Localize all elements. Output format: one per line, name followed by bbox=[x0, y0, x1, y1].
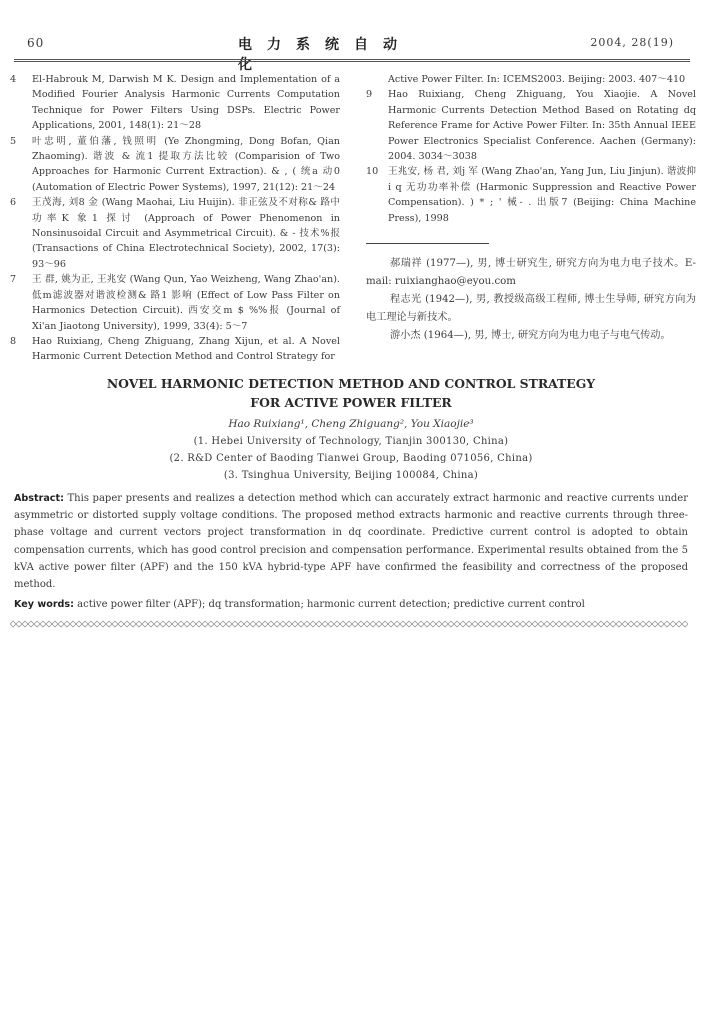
references-left-column bbox=[10, 72, 340, 365]
references-right-column bbox=[366, 72, 696, 345]
paper-authors: Hao Ruixiang¹, Cheng Zhiguang², You Xiaojie³ bbox=[228, 418, 474, 430]
reference-item bbox=[10, 272, 340, 334]
journal-title: 电力系统自动化 bbox=[238, 37, 412, 73]
paper-title bbox=[0, 374, 702, 412]
keywords-label: Key words: bbox=[14, 599, 74, 610]
abstract bbox=[14, 490, 688, 593]
issue-info: 2004, 28(19) bbox=[590, 36, 674, 49]
reference-item bbox=[10, 72, 340, 134]
reference-text: 王兆安, 杨 君, 刘j 军 (Wang Zhao'an, Yang Jun, Liu Jinjun). 谐波抑i q 无功功率补偿 (Harmonic Suppression and Reactive Power Compensation). ) * ; ' 械- . 出版7 (Beijing: China Machine Press), 1998 bbox=[388, 166, 696, 224]
page-number: 60 bbox=[27, 36, 45, 50]
reference-item bbox=[10, 195, 340, 272]
reference-text: 王 群, 姚为正, 王兆安 (Wang Qun, Yao Weizheng, Wang Zhao'an). 低m滤波器对谐波检测& 路1 影响 (Effect of Low Pass Filter on Harmonics Detection Circuit). 西安交m $ %%报 (Journal of Xi'an Jiaotong University), 1999, 33(4): 5～7 bbox=[32, 274, 340, 332]
reference-item bbox=[366, 164, 696, 226]
reference-number: 8 bbox=[10, 335, 17, 347]
abstract-text: This paper presents and realizes a detection method which can accurately extract harmonic and reactive currents under asymmetric or distorted supply voltage conditions. The proposed method extracts harmonic and reactive currents through three-phase voltage and current vectors project transformation in dq coordinate. Predictive current control is adopted to obtain compensation currents, which has good control precision and compensation performance. Experimental results obtained from the 5 kVA active power filter (APF) and the 150 kVA hybrid-type APF have confirmed the feasibility and correctness of the proposed method. bbox=[14, 493, 688, 591]
keywords bbox=[14, 596, 688, 613]
reference-text: Hao Ruixiang, Cheng Zhiguang, You Xiaojie. A Novel Harmonic Currents Detection Method Based on Rotating dq Reference Frame for Active Power Filter. In: 35th Annual IEEE Power Electronics Specialist Conference. Aachen (Germany): 2004. 3034～3038 bbox=[388, 89, 696, 163]
paper-title-line: NOVEL HARMONIC DETECTION METHOD AND CONTROL STRATEGY bbox=[106, 376, 596, 391]
affiliation: (3. Tsinghua University, Beijing 100084, China) bbox=[223, 470, 479, 481]
keywords-text: active power filter (APF); dq transformation; harmonic current detection; predictive current control bbox=[77, 599, 585, 610]
reference-item bbox=[366, 87, 696, 164]
reference-number: 6 bbox=[10, 197, 17, 209]
reference-number: 5 bbox=[10, 135, 17, 147]
header-rule-thin bbox=[14, 61, 690, 62]
abstract-label: Abstract: bbox=[14, 493, 64, 504]
decorative-zigzag-border bbox=[10, 620, 688, 628]
bio-separator bbox=[366, 243, 489, 244]
author-bio: 游小杰 (1964—), 男, 博士, 研究方向为电力电子与电气传动。 bbox=[390, 330, 671, 342]
reference-item bbox=[10, 334, 340, 365]
reference-number: 4 bbox=[10, 74, 17, 85]
affiliation: (1. Hebei University of Technology, Tianjin 300130, China) bbox=[193, 436, 509, 447]
reference-number: 9 bbox=[366, 89, 373, 101]
reference-item bbox=[10, 134, 340, 196]
header-rule-thick bbox=[14, 59, 690, 60]
author-bio: 程志光 (1942—), 男, 教授级高级工程师, 博士生导师, 研究方向为电工理论与新技术。 bbox=[366, 294, 696, 324]
page-header bbox=[0, 34, 702, 73]
reference-text: El-Habrouk M, Darwish M K. Design and Implementation of a Modified Fourier Analysis Harmonic Currents Computation Technique for Power Filters Using DSPs. Electric Power Applications, 2001, 148(1): 21～28 bbox=[32, 74, 340, 132]
reference-number: 7 bbox=[10, 274, 17, 286]
reference-item bbox=[366, 72, 696, 87]
reference-text: Active Power Filter. In: ICEMS2003. Beijing: 2003. 407～410 bbox=[388, 74, 686, 85]
reference-text: 叶忠明, 董伯藩, 钱照明 (Ye Zhongming, Dong Bofan, Qian Zhaoming). 谐波 & 流1 提取方法比较 (Comparision of Two Approaches for Harmonic Current Extraction). & , ( 统a 动0 (Automation of Electric Power Systems), 1997, 21(12): 21～24 bbox=[32, 135, 340, 193]
author-bio: 郝瑞祥 (1977—), 男, 博士研究生, 研究方向为电力电子技术。E-mail: ruixianghao@eyou.com bbox=[366, 258, 696, 288]
reference-text: 王茂海, 刘8 金 (Wang Maohai, Liu Huijin). 非正弦及不对称& 路中功率K 象1 探讨 (Approach of Power Phenomenon in Nonsinusoidal Circuit and Asymmetrical Circuit). & - 技术%报 (Transactions of China Electrotechnical Society), 2002, 17(3): 93～96 bbox=[32, 197, 340, 270]
affiliation: (2. R&D Center of Baoding Tianwei Group, Baoding 071056, China) bbox=[169, 453, 533, 464]
paper-title-line: FOR ACTIVE POWER FILTER bbox=[250, 395, 452, 410]
reference-number: 10 bbox=[366, 166, 379, 178]
reference-text: Hao Ruixiang, Cheng Zhiguang, Zhang Xijun, et al. A Novel Harmonic Current Detection Method and Control Strategy for bbox=[32, 335, 340, 363]
